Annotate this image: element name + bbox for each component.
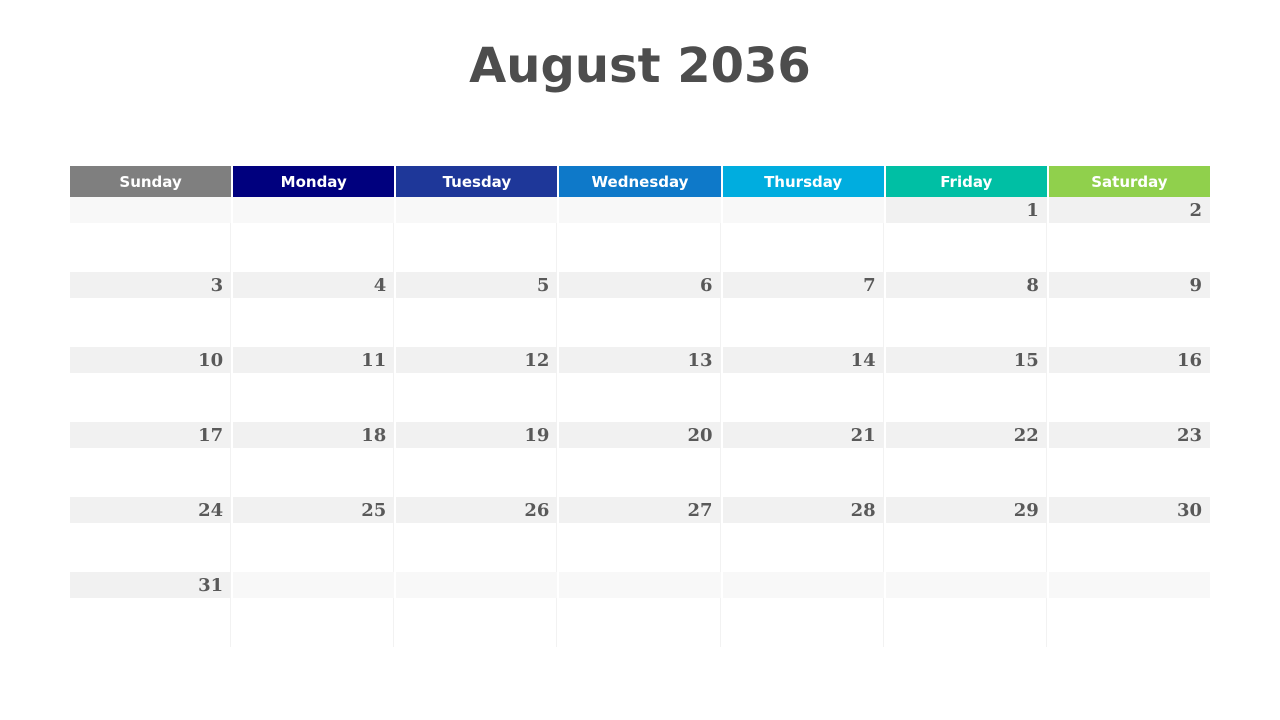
day-cell: 20 — [559, 422, 720, 448]
day-cell-space — [1049, 298, 1210, 347]
day-cell-empty — [559, 572, 720, 598]
day-cell: 19 — [396, 422, 557, 448]
day-of-week-row — [70, 166, 1210, 197]
day-cell: 1 — [886, 197, 1047, 223]
week-5-date-row — [70, 497, 1210, 523]
day-cell-space — [70, 448, 231, 497]
day-cell: 10 — [70, 347, 231, 373]
day-cell-space — [396, 373, 557, 422]
day-cell: 7 — [723, 272, 884, 298]
day-cell-empty — [723, 197, 884, 223]
day-header-saturday: Saturday — [1049, 166, 1210, 197]
day-cell-space — [559, 223, 720, 272]
calendar — [68, 166, 1212, 647]
week-4-date-row — [70, 422, 1210, 448]
day-cell-empty — [1049, 572, 1210, 598]
day-cell: 2 — [1049, 197, 1210, 223]
day-cell-space — [723, 223, 884, 272]
day-cell: 23 — [1049, 422, 1210, 448]
day-cell-space — [1049, 373, 1210, 422]
day-cell-empty — [233, 197, 394, 223]
day-cell-space — [233, 598, 394, 647]
day-cell: 8 — [886, 272, 1047, 298]
day-cell-space — [70, 223, 231, 272]
day-cell: 13 — [559, 347, 720, 373]
day-cell: 14 — [723, 347, 884, 373]
day-cell-space — [559, 448, 720, 497]
day-cell-space — [886, 598, 1047, 647]
day-cell: 11 — [233, 347, 394, 373]
day-cell-space — [723, 523, 884, 572]
day-header-sunday: Sunday — [70, 166, 231, 197]
week-2-date-row — [70, 272, 1210, 298]
day-cell: 27 — [559, 497, 720, 523]
day-cell: 17 — [70, 422, 231, 448]
day-cell: 15 — [886, 347, 1047, 373]
day-cell-space — [396, 598, 557, 647]
week-3-space-row — [70, 373, 1210, 422]
day-cell: 6 — [559, 272, 720, 298]
day-cell: 4 — [233, 272, 394, 298]
day-cell: 24 — [70, 497, 231, 523]
day-cell-space — [396, 298, 557, 347]
day-cell: 22 — [886, 422, 1047, 448]
day-cell-space — [233, 298, 394, 347]
day-cell-space — [559, 373, 720, 422]
week-1-date-row — [70, 197, 1210, 223]
calendar-title: August 2036 — [469, 38, 811, 94]
day-header-monday: Monday — [233, 166, 394, 197]
calendar-table — [68, 166, 1212, 647]
calendar-header — [70, 166, 1210, 197]
day-header-tuesday: Tuesday — [396, 166, 557, 197]
day-cell-space — [886, 523, 1047, 572]
day-cell-space — [1049, 598, 1210, 647]
day-header-thursday: Thursday — [723, 166, 884, 197]
day-cell: 28 — [723, 497, 884, 523]
day-cell-space — [233, 373, 394, 422]
day-cell: 30 — [1049, 497, 1210, 523]
day-cell-empty — [559, 197, 720, 223]
day-cell-space — [70, 373, 231, 422]
day-cell: 16 — [1049, 347, 1210, 373]
day-cell-space — [886, 448, 1047, 497]
day-cell-space — [723, 448, 884, 497]
day-cell: 31 — [70, 572, 231, 598]
day-cell-empty — [723, 572, 884, 598]
day-cell-space — [886, 298, 1047, 347]
day-cell-space — [1049, 223, 1210, 272]
day-cell-space — [70, 298, 231, 347]
week-6-space-row — [70, 598, 1210, 647]
day-cell: 25 — [233, 497, 394, 523]
day-cell: 26 — [396, 497, 557, 523]
day-cell-space — [723, 373, 884, 422]
week-6-date-row — [70, 572, 1210, 598]
day-cell-space — [1049, 523, 1210, 572]
day-cell: 18 — [233, 422, 394, 448]
day-cell-space — [559, 298, 720, 347]
week-5-space-row — [70, 523, 1210, 572]
day-cell-space — [70, 598, 231, 647]
day-cell-space — [1049, 448, 1210, 497]
day-cell-space — [233, 448, 394, 497]
day-cell-space — [886, 223, 1047, 272]
day-cell: 5 — [396, 272, 557, 298]
day-cell-space — [559, 598, 720, 647]
day-header-friday: Friday — [886, 166, 1047, 197]
day-cell-space — [233, 223, 394, 272]
day-cell: 3 — [70, 272, 231, 298]
day-cell-empty — [396, 197, 557, 223]
calendar-body — [70, 197, 1210, 647]
day-cell-space — [70, 523, 231, 572]
day-cell: 29 — [886, 497, 1047, 523]
day-cell-empty — [396, 572, 557, 598]
day-cell: 12 — [396, 347, 557, 373]
week-3-date-row — [70, 347, 1210, 373]
day-cell-space — [886, 373, 1047, 422]
week-2-space-row — [70, 298, 1210, 347]
week-1-space-row — [70, 223, 1210, 272]
day-cell-empty — [233, 572, 394, 598]
day-cell: 21 — [723, 422, 884, 448]
day-cell-space — [233, 523, 394, 572]
day-cell-space — [396, 223, 557, 272]
day-header-wednesday: Wednesday — [559, 166, 720, 197]
day-cell-space — [723, 598, 884, 647]
day-cell-space — [723, 298, 884, 347]
day-cell: 9 — [1049, 272, 1210, 298]
week-4-space-row — [70, 448, 1210, 497]
day-cell-space — [396, 523, 557, 572]
day-cell-space — [396, 448, 557, 497]
day-cell-empty — [70, 197, 231, 223]
day-cell-empty — [886, 572, 1047, 598]
day-cell-space — [559, 523, 720, 572]
